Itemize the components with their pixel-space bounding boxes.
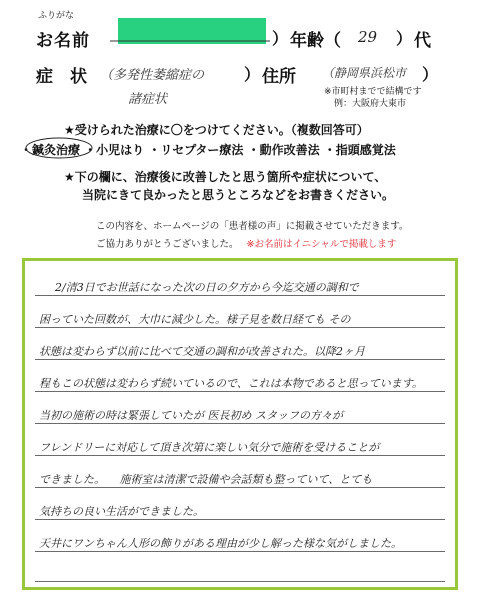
ruled-line	[35, 423, 445, 424]
ruled-line	[35, 551, 445, 552]
name-underline	[110, 38, 270, 44]
ruled-line	[35, 359, 445, 360]
ruled-line	[35, 581, 445, 582]
comment-question-line2: 当院にきて良かったと思うところなどをお書きください。	[82, 188, 395, 202]
ruled-line	[35, 487, 445, 488]
ruled-line	[35, 327, 445, 328]
treatment-question: ★受けられた治療に〇をつけてください。（複数回答可）	[64, 123, 369, 137]
symptom-value-continued: 諸症状	[128, 92, 168, 107]
age-label: 年齢（	[290, 31, 341, 51]
comment-line-4: 程もこの状態は変わらず続いているので、これは本物であると思っています。	[39, 377, 423, 390]
comment-box	[22, 258, 458, 590]
symptom-value: （多発性萎縮症の	[100, 68, 205, 83]
address-value: （静岡県浜松市	[322, 66, 407, 80]
comment-line-7: できました。 施術室は清潔で設備や会話類も整っていて、とても	[39, 473, 373, 486]
thanks-text: ご協力ありがとうございました。	[96, 239, 239, 250]
comment-line-1: 2/清3日でお世話になった次の日の夕方から今迄交通の調和で	[55, 281, 359, 294]
publication-notice: この内容を、ホームページの「患者様の声」に掲載させていただきます。	[96, 221, 409, 232]
comment-line-9: 天井にワンちゃん人形の飾りがある理由が少し解った様な気がしました。	[39, 537, 402, 550]
symptom-label: 症 状	[36, 67, 87, 87]
age-close-paren: ）	[396, 29, 413, 48]
address-close-paren: ）	[422, 65, 439, 84]
furigana-label: ふりがな	[38, 11, 75, 21]
comment-line-6: フレンドリーに対応して頂き次第に楽しい気分で施術を受けることが	[39, 441, 380, 454]
comment-line-8: 気持ちの良い生活ができました。	[39, 505, 204, 518]
symptom-close-paren: ）	[244, 65, 261, 84]
address-note: ※市町村までで結構です	[324, 87, 422, 97]
treatment-options: ・鍼灸治療 ・小児はり ・リセプター療法 ・動作改善法 ・指頭感覚法	[20, 143, 396, 157]
name-close-paren: ）	[272, 29, 289, 48]
ruled-line	[35, 391, 445, 392]
ruled-line	[35, 519, 445, 520]
comment-question-line1: ★下の欄に、治療後に改善したと思う箇所や症状について、	[64, 170, 387, 184]
comment-line-3: 状態は変わらず以前に比べて交通の調和が改善された。以降2ヶ月	[39, 345, 365, 358]
name-label: お名前	[36, 31, 90, 51]
ruled-line	[35, 295, 445, 296]
address-label: 住所	[262, 67, 296, 87]
selected-option-circle	[24, 136, 94, 160]
ruled-line	[35, 455, 445, 456]
address-example: 例：大阪府大東市	[334, 99, 407, 109]
thanks-line	[96, 236, 396, 250]
comment-line-5: 当初の施術の時は緊張していたが 医長初め スタッフの方々が	[39, 409, 343, 422]
comment-line-2: 困っていた回数が、大巾に減少した。様子見を数日経ても その	[39, 313, 351, 326]
age-unit: 代	[414, 31, 431, 51]
initials-note: ※お名前はイニシャルで掲載します	[246, 239, 397, 250]
age-value: 29	[358, 28, 378, 46]
